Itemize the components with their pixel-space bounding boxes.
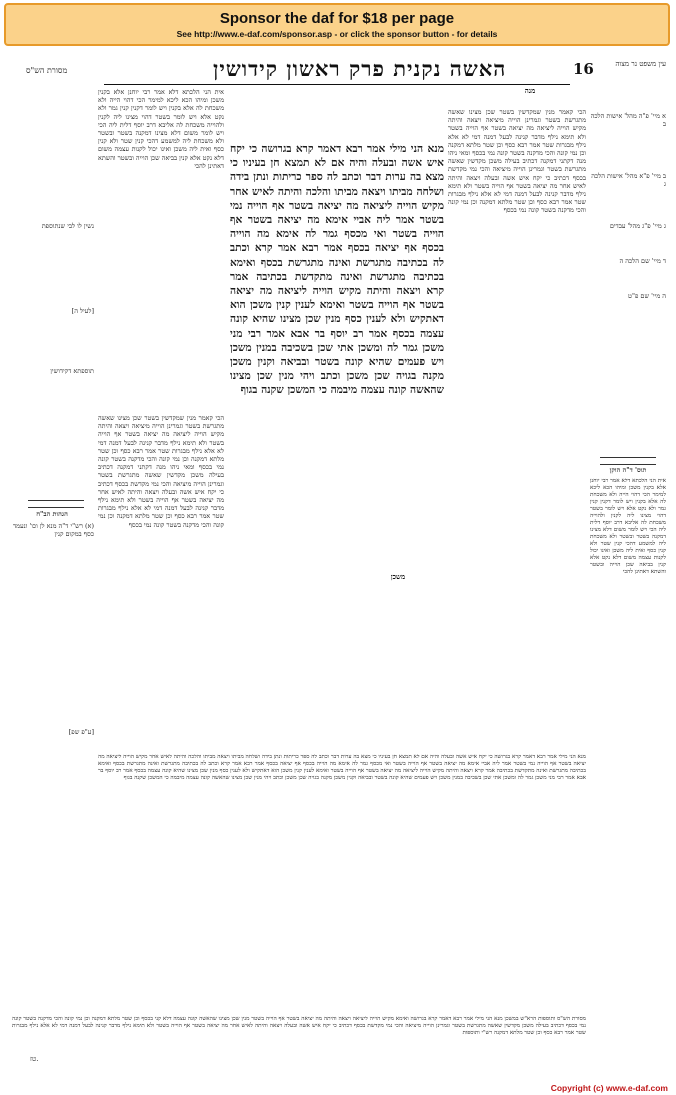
hagahot-habach-title: הגהות הב"ח xyxy=(36,510,68,518)
rashi-dibur: מנה xyxy=(524,86,536,95)
gemara-section-label: משכן xyxy=(390,572,406,581)
ein-mishpat-note: ב מיי' פ"א מהל' אישות הלכה ג xyxy=(591,172,666,188)
talmud-page xyxy=(8,52,668,1082)
page-title: האשה נקנית פרק ראשון קידושין xyxy=(213,56,507,81)
tosafot-margin-column: אית הני הלכתא דלא אמר רבי יוחנן אלא בקנין משכן ומיהו הכא ליכא למימר הכי דהוי הייה ולא משכחת לה אלא בקנין ויש לומר דקנין קנין גמר ולא נקט אלא ויש לומר בשטר דהוי מצינו ליה לקנין ולהוייה משכחת לה אליבא דרב יוסף דלית ליה הכי ויש לומר משום דלא מצינו דמקנה בשטר ובשטר ולא משכחת ליה למשמע דהכי קנין שטר ולא קנין כסף ואית ליה משכן ואינו יכול לקנות עצמה משום דלא נקט אלא קנין בביאה שכן הוייה ובשטר והשתא דאתינן להכי xyxy=(590,478,666,575)
header-right-label: עין משפט נר מצוה xyxy=(615,60,666,68)
footer-commentary: מסורת הש"ס ותוספות הרא"ש במשכן מנא הני מילי אמר רבא דאמר קרא בגרושה ואימא מקיש הוייה ליציאה ויצאה והיתה מה יציאה בשטר אף הוייה בשטר מנין שכן מצינו שהאשה קונה עצמה דלא קני בכסף וכן שטר מלתא דמקנה וכן נמי קונה והכי מדקנה בשטר קונה נמי בכסף דכתיב בעילה משכן מקדשין שאשה מתגרשת בשטר וגמרינן הוייה מיציאה והכי נמי מקדשת בכסף דכתיב כי יקח איש אשה ובעלה ויצאה והיתה לאיש אחר מה יציאה בשטר אף הוייה בשטר ולא תימא נילף מדבר קנינה לבעל דמנה דמי לא אלא נילף מבגרות שטר אמר רבא כסף וכן שטר מלתא דמקנה רש"י ותוספות xyxy=(12,1016,586,1036)
ornament-divider xyxy=(28,500,84,508)
commentary-column-left: הכי קאמר מנין שמקדשין בשטר שכן מצינו שאשה מתגרשת בשטר וגמרינן הוייה מיציאה ויצאה והיתה מקיש הוייה ליציאה מה יציאה בשטר אף הוייה בשטר ולא תימא נילף מדבר קנינה לבעל דמנה דמי לא אלא נילף מבגרות שטר אמר רבא כסף וכן שטר מלתא דמקנה וכן נמי קונה והכי מדקנה בשטר קונה נמי בכסף ומאי ניהו מנה דקתני דמקנה דכתיב בעילה משכן מקדשין שאשה מתגרשת בשטר וגמרינן הוייה מיציאה והכי נמי מקדשת בכסף דכתיב כי יקח איש אשה ובעלה ויצאה והיתה לאיש אחר מה יציאה בשטר אף הוייה בשטר ולא תימא נילף מדבר קנינה לבעל דמנה דמי לא אלא נילף מבגרות שטר אמר רבא כסף וכן שטר מלתא דמקנה וכן נמי קונה והכי מדקנה בשטר קונה נמי בכסף xyxy=(98,414,224,529)
sponsor-banner-subtitle[interactable]: See http://www.e-daf.com/sponsor.asp - or click the sponsor button - for details xyxy=(176,29,498,39)
margin-note: [לעיל ה] xyxy=(71,307,94,315)
margin-note: (א) רש"י ד"ה מנא לן וכו' ונעמד כסף במקום קנין xyxy=(12,522,94,538)
folio-mark: טז. xyxy=(30,1055,39,1063)
bottom-commentary: מנא הני מילי אמר רבא דאמר קרא בגרושה כי יקח איש אשה ובעלה והיה אם לא תמצא חן בעיניו כי מצא בה ערות דבר וכתב לה ספר כריתות ונתן בידה ושלחה מביתו ויצאה מביתו והלכה והיתה לאיש אחר מקיש הוייה ליציאה מה יציאה בשטר אף הוייה נמי בשטר אמר ליה אביי אימא מה יציאה בשטר אף הוייה בשטר ואי מכסף גמר לה אימא מה הוייה בכסף אף יציאה בכסף אמר רבא אמר קרא וכתב לה בכתיבה מתגרשת ואינה מתגרשת בכסף ואימא בכתיבה מתגרשת ואינה מתקדשת בכתיבה אמר קרא ויצאה והיתה מקיש הוייה ליציאה מה יציאה בשטר אף הוייה בשטר ואימא לענין קנין משכן הוא דאתקיש ולא לענין כסף מנין שכן מצינו שהיא קונה עצמה בכסף אמר רב יוסף בר אבא אמר רבי מני משכן גמר לה ומשכן אתי שכן בשכיבה במנין משכן ויש פעמים שהיא קונה בשטר ובביאה וקנין משכן מקנה בגויה שכן משכן וכתב ויהי מנין שכן מצינו שהאשה קונה עצמה מיבמה כי המשכן שקנה בגוף xyxy=(98,754,586,781)
tosafot-margin-title: תוס' ד"ה הוקן xyxy=(609,466,647,474)
margin-note: [ע"פ שפ] xyxy=(68,728,94,736)
ein-mishpat-note: א מיי' פ"ה מהל' אישות הלכה ב xyxy=(590,112,666,128)
header-rule xyxy=(104,84,570,85)
ein-mishpat-note: ג מיי' פ"ג מהל' עבדים xyxy=(609,222,666,230)
sponsor-banner-title[interactable]: Sponsor the daf for $18 per page xyxy=(219,10,455,27)
page-number: 16 xyxy=(573,60,594,78)
header-left-label: מסורת הש"ס xyxy=(26,66,68,75)
rashi-column: הכי קאמר מנין שמקדשין בשטר שכן מצינו שאשה מתגרשת בשטר וגמרינן הוייה מיציאה ויצאה והיתה מקיש הוייה ליציאה מה יציאה בשטר אף הוייה בשטר ולא תימא נילף מדבר קנינה לבעל דמנה דמי לא אלא נילף מבגרות שטר אמר רבא כסף וכן שטר מלתא דמקנה וכן נמי קונה והכי מדקנה בשטר קונה נמי בכסף ומאי ניהו מנה דקתני דמקנה דכתיב בעילה משכן מקדשין שאשה מתגרשת בשטר וגמרינן הוייה מיציאה והכי נמי מקדשת בכסף דכתיב כי יקח איש אשה ובעלה ויצאה והיתה לאיש אחר מה יציאה בשטר אף הוייה בשטר ולא תימא נילף מדבר קנינה לבעל דמנה דמי לא אלא נילף מבגרות שטר אמר רבא כסף וכן שטר מלתא דמקנה וכן נמי קונה והכי מדקנה בשטר קונה נמי בכסף xyxy=(448,108,586,215)
copyright-link[interactable]: Copyright (c) www.e-daf.com xyxy=(550,1083,668,1093)
tosafot-column: אית הני הלכתא דלא אמר רבי יוחנן אלא בקנין משכן ומיהו הכא ליכא למימר הכי דהוי הייה ולא משכחת לה אלא בקנין ויש לומר דקנין קנין גמר ולא נקט אלא ויש לומר בשטר דהוי מצינו ליה לקנין ולהוייה משכחת לה אליבא דרב יוסף דלית ליה הכי ויש לומר משום דלא מצינו דמקנה בשטר ובשטר ולא משכחת ליה למשמע דהכי קנין שטר ולא קנין כסף ואית ליה משכן ואינו יכול לקנות עצמה משום דלא נקט אלא קנין בביאה שכן הוייה ובשטר והשתא דאתינן להכי xyxy=(98,88,224,170)
sponsor-banner[interactable] xyxy=(4,3,670,46)
gemara-column: מנא הני מילי אמר רבא דאמר קרא בגרושה כי יקח איש אשה ובעלה והיה אם לא תמצא חן בעיניו כי מצא בה ערות דבר וכתב לה ספר כריתות ונתן בידה ושלחה מביתו ויצאה מביתו והלכה והיתה לאיש אחר מקיש הוייה ליציאה מה יציאה בשטר אף הוייה נמי בשטר אמר ליה אביי אימא מה יציאה בשטר אף הוייה בשטר ואי מכסף גמר לה אימא מה הוייה בכסף אף יציאה בכסף אמר רבא אמר קרא וכתב לה בכתיבה מתגרשת ואינה מתגרשת בכסף ואימא בכתיבה מתגרשת ואינה מתקדשת בכתיבה אמר קרא ויצאה והיתה מקיש הוייה ליציאה מה יציאה בשטר אף הוייה בשטר ואימא לענין קנין משכן הוא דאתקיש ולא לענין כסף מנין שכן מצינו שהיא קונה עצמה בכסף אמר רב יוסף בר אבא אמר רבי מני משכן גמר לה ומשכן אתי שכן בשכיבה במנין משכן ויש פעמים שהיא קונה בשטר ובביאה וקנין משכן מקנה בגויה שכן משכן וכתב ויהי מנין שכן מצינו שהאשה קונה עצמה מיבמה כי המשכן שקנה בגוף xyxy=(230,143,444,397)
ein-mishpat-note: ד מיי' שם הלכה ה xyxy=(619,257,666,265)
margin-note: נשין לו לבי שנתוספת xyxy=(41,222,94,230)
margin-note: תוספתא דקידושין xyxy=(50,367,94,375)
ein-mishpat-note: ה מיי' שם פ"ט xyxy=(628,292,666,300)
ornament-divider xyxy=(600,457,656,465)
